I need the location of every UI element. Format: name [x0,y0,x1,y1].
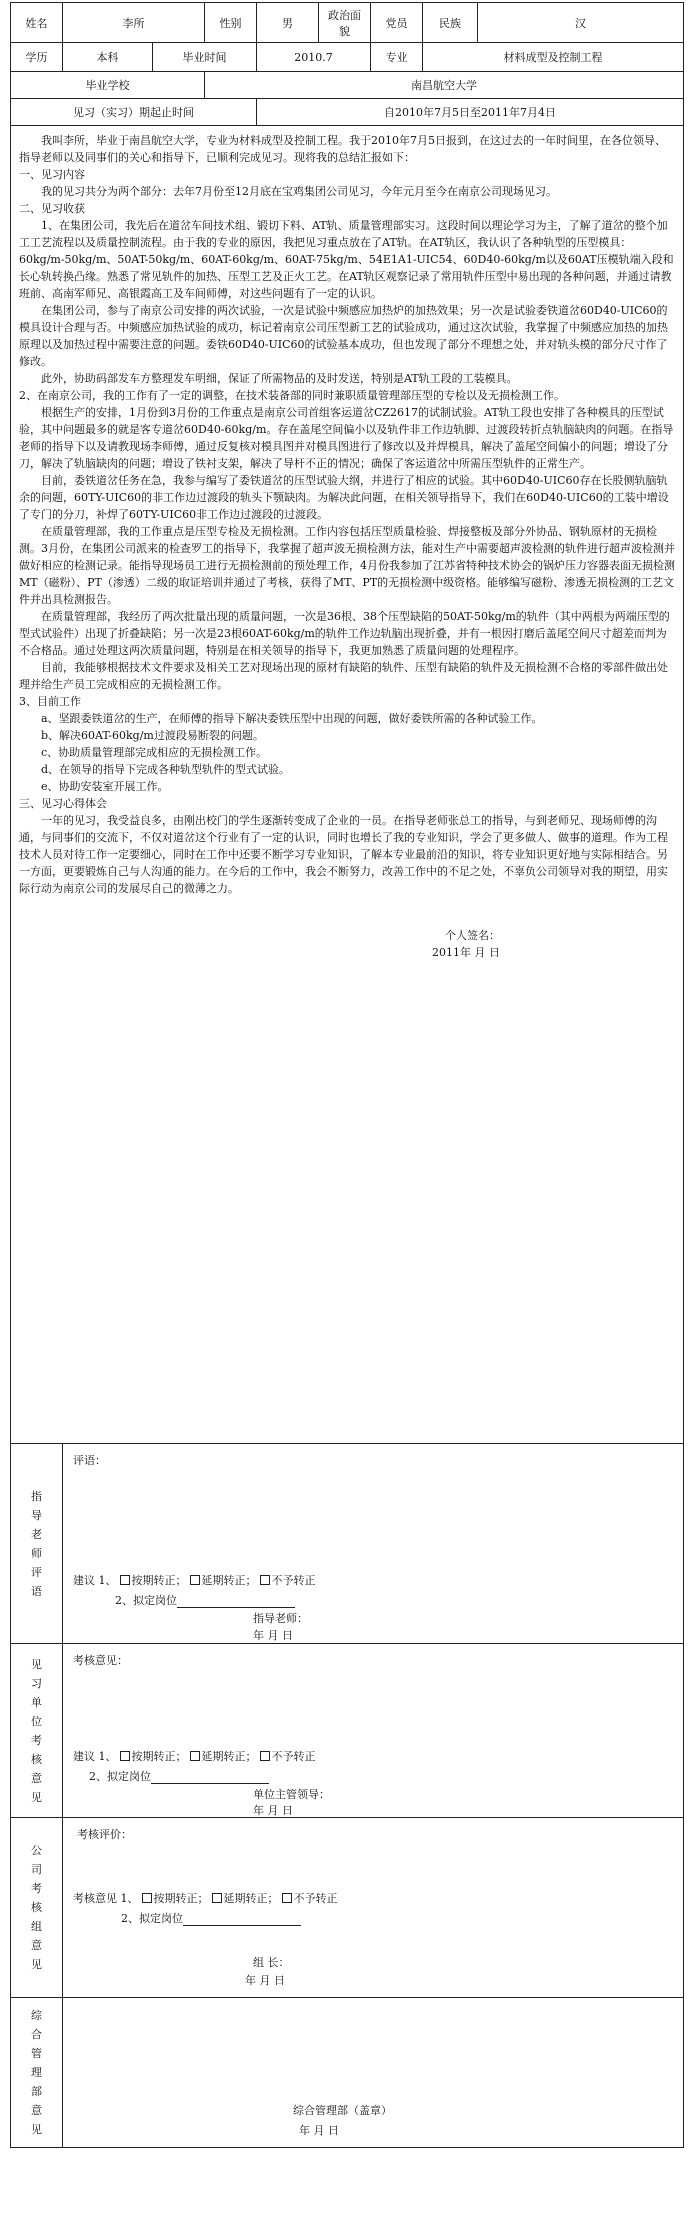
company-row [11,1818,684,1998]
company-title: 考核评价： [77,1828,132,1841]
mentor-eval-cell [63,1444,684,1644]
internship-evaluation-form [10,2,683,2148]
school-value: 南昌航空大学 [205,72,684,99]
period-value: 自2010年7月5日至2011年7月4日 [257,99,684,126]
work-item: e、协助安装室开展工作。 [41,780,169,793]
post-input[interactable] [177,1597,295,1608]
report-paragraph: 2、在南京公司，我的工作有了一定的调整，在技术装备部的同时兼职质量管理部压型的专检以及无损检测工作。 [19,389,565,402]
company-date: 年 月 日 [245,1974,285,1987]
report-heading-reflection: 三、见习心得体会 [19,797,107,810]
period-label: 见习（实习）期起止时间 [11,99,257,126]
work-item: a、坚跟委铁道岔的生产，在师傅的指导下解决委铁压型中出现的问题，做好委铁所需的各种试验工作。 [41,712,543,725]
hr-label: 综 合 管 理 部 意 见 [11,1998,63,2148]
education-value: 本科 [63,43,153,72]
checkbox-delay[interactable] [190,1575,200,1585]
report-row [11,126,684,1444]
graduation-value: 2010.7 [257,43,371,72]
report-paragraph: 在集团公司，参与了南京公司安排的两次试验，一次是试验中频感应加热炉的加热效果；另一次是试验委铁道岔60D40-UIC60的模具设计合理与否。中频感应加热试验的成功，标记着南京公司压型新工艺的试验成功，通过这次试验，我掌握了中频感应加热的加热原理以及加热过程中需要注意的问题。委铁60D40-UIC60的试验基本成功，但也发现了部分不理想之处，并对轨头模的部分尺寸作了修改。 [19,304,668,368]
checkbox-no[interactable] [260,1751,270,1761]
checkbox-no[interactable] [260,1575,270,1585]
gender-label: 性别 [205,3,257,43]
ethnicity-label: 民族 [423,3,478,43]
report-heading-current-work: 3、目前工作 [19,695,81,708]
signature-date: 2011年 月 日 [432,946,500,959]
report-intro: 我叫李所，毕业于南昌航空大学，专业为材料成型及控制工程。我于2010年7月5日报到，在这过去的一年时间里，在各位领导、指导老师以及同事们的关心和指导下，已顺利完成见习。现将我的总结汇报如下： [19,134,666,164]
report-paragraph: 1、在集团公司，我先后在道岔车间技术组、锻切下料、AT轨、质量管理部实习。这段时间以理论学习为主，了解了道岔的整个加工工艺流程以及质量控制流程。由于我的专业的原因，我把见习重点放在了AT轨。在AT轨区，我认识了各种轨型的压型模具：60kg/m-50kg/m、50AT-50kg/m、60AT-60kg/m、60AT-75kg/m、54E1A1-UIC54、60D40-60kg/m以及60AT压模轨端入段和长心轨转换凸缘。熟悉了常见轨件的加热、压型工艺及正火工艺。在AT轨区观察记录了常用轨件压型中易出现的各种问题，并通过请教班前、高南军师兄、高银霞高工及车间师傅，对这些问题有了一定的认识。 [19,219,674,300]
hr-eval-cell [63,1998,684,2148]
company-suggest-line: 考核意见 1、 按期转正； 延期转正； 不予转正 [73,1892,338,1905]
report-body [11,126,684,1444]
unit-post-line: 2、拟定岗位 [89,1768,269,1784]
school-label: 毕业学校 [11,72,205,99]
mentor-date: 年 月 日 [253,1629,293,1642]
unit-signer: 单位主管领导： [253,1788,330,1801]
company-signer: 组 长： [253,1956,290,1969]
header-row-period [11,99,684,126]
signature-label: 个人签名： [445,929,500,942]
form-table [10,2,684,2148]
checkbox-ontime[interactable] [120,1751,130,1761]
mentor-signer: 指导老师： [253,1612,308,1625]
company-post-line: 2、拟定岗位 [121,1910,301,1926]
name-label: 姓名 [11,3,63,43]
report-heading-content: 一、见习内容 [19,168,85,181]
work-item: b、解决60AT-60kg/m过渡段易断裂的问题。 [41,729,264,742]
report-paragraph: 目前，我能够根据技术文件要求及相关工艺对现场出现的原材有缺陷的轨件、压型有缺陷的轨件及无损检测不合格的零部件做出处理并给生产员工完成相应的无损检测工作。 [19,661,668,691]
major-label: 专业 [371,43,423,72]
mentor-label: 指 导 老 师 评 语 [11,1444,63,1644]
unit-suggest-line: 建议 1、 按期转正； 延期转正； 不予转正 [73,1750,316,1763]
company-eval-cell [63,1818,684,1998]
header-row-school [11,72,684,99]
work-item: c、协助质量管理部完成相应的无损检测工作。 [41,746,268,759]
company-label: 公 司 考 核 组 意 见 [11,1818,63,1998]
post-input[interactable] [151,1773,269,1784]
work-item: d、在领导的指导下完成各种轨型轨件的型式试验。 [41,763,291,776]
report-paragraph: 我的见习共分为两个部分：去年7月份至12月底在宝鸡集团公司见习，今年元月至今在南京公司现场见习。 [41,185,557,198]
unit-label: 见 习 单 位 考 核 意 见 [11,1644,63,1818]
ethnicity-value: 汉 [478,3,684,43]
hr-signer: 综合管理部（盖章） [293,2104,392,2117]
checkbox-delay[interactable] [190,1751,200,1761]
mentor-row [11,1444,684,1644]
unit-date: 年 月 日 [253,1804,293,1817]
report-paragraph: 目前，委铁道岔任务在急，我参与编写了委铁道岔的压型试验大纲，并进行了相应的试验。其中60D40-UIC60存在长股侧轨脑轨余的问题，60TY-UIC60的非工作边过渡段的轨头下颚缺肉。为解决此问题，在相关领导指导下，我们在60D40-UIC60的工装中增设了专门的分刀，补焊了60TY-UIC60非工作边过渡段的过渡段。 [19,474,669,521]
report-paragraph: 此外，协助码部发车方整理发车明细，保证了所需物品的及时发送，特别是AT轨工段的工装模具。 [41,372,518,385]
report-paragraph: 在质量管理部，我经历了两次批量出现的质量问题，一次是36根、38个压型缺陷的50AT-50kg/m的轨件（其中两根为两端压型的型式试验件）出现了折叠缺陷；另一次是23根60AT-60kg/m的轨件工作边轨脑出现折叠，并有一根因打磨后盖尾空间尺寸超差而判为不合格品。通过处理这两次质量问题，特别是在相关领导的指导下，我更加熟悉了质量问题的处理程序。 [19,610,670,657]
politics-label: 政治面貌 [319,3,371,43]
hr-date: 年 月 日 [299,2124,339,2137]
hr-row [11,1998,684,2148]
gender-value: 男 [257,3,319,43]
checkbox-ontime[interactable] [142,1893,152,1903]
checkbox-no[interactable] [282,1893,292,1903]
mentor-title: 评语： [73,1454,106,1467]
unit-row [11,1644,684,1818]
politics-value: 党员 [371,3,423,43]
checkbox-ontime[interactable] [120,1575,130,1585]
header-row-education [11,43,684,72]
graduation-label: 毕业时间 [153,43,257,72]
report-paragraph: 在质量管理部，我的工作重点是压型专检及无损检测。工作内容包括压型质量检验、焊接整板及部分外协品、钢轨原材的无损检测。3月份，在集团公司派来的检查罗工的指导下，我掌握了超声波无损检测方法，能对生产中需要超声波检测的轨件进行超声波检测并做好相应的检测记录。能指导现场员工进行无损检测前的预处理工作，4月份我参加了江苏省特种技术协会的锅炉压力容器表面无损检测MT（磁粉）、PT（渗透）二级的取证培训并通过了考核，获得了MT、PT的无损检测中级资格。能够编写磁粉、渗透无损检测的工艺文件并出具检测报告。 [19,525,675,606]
mentor-suggest-line: 建议 1、 按期转正； 延期转正； 不予转正 [73,1574,316,1587]
unit-eval-cell [63,1644,684,1818]
post-input[interactable] [183,1915,301,1926]
unit-title: 考核意见： [73,1654,128,1667]
education-label: 学历 [11,43,63,72]
report-heading-gains: 二、见习收获 [19,202,85,215]
report-paragraph: 根据生产的安排，1月份到3月份的工作重点是南京公司首组客运道岔CZ2617的试制试验。AT轨工段也安排了各种模具的压型试验，其中问题最多的就是客专道岔60D40-60kg/m。存在盖尾空间偏小以及轨件非工作边轨脚、过渡段转折点轨脑缺肉的问题。在指导老师的指导下以及请教现场李师傅，通过反复核对模具图并对模具图进行了修改以及并焊模具，解决了盖尾空间偏小的问题；增设了分刀，解决了轨脑缺肉的问题；增设了铁衬支架，解决了导杆不正的情况；确保了客运道岔中所需压型轨件的正常生产。 [19,406,674,470]
mentor-post-line: 2、拟定岗位 [115,1592,295,1608]
report-paragraph: 一年的见习，我受益良多，由刚出校门的学生逐渐转变成了企业的一员。在指导老师张总工的指导，与到老师兄、现场师傅的沟通，与同事们的交流下，不仅对道岔这个行业有了一定的认识，同时也增长了我的专业知识，学会了更多做人、做事的道理。作为工程技术人员对待工作一定要细心，同时在工作中还要不断学习专业知识，了解本专业最前沿的知识，将专业知识更好地与实际相结合。另一方面，更要锻炼自己与人沟通的能力。在今后的工作中，我会不断努力，改善工作中的不足之处，不辜负公司领导对我的期望，用实际行动为南京公司的发展尽自己的微薄之力。 [19,814,668,895]
major-value: 材料成型及控制工程 [423,43,684,72]
checkbox-delay[interactable] [212,1893,222,1903]
name-value: 李所 [63,3,205,43]
header-row-personal [11,3,684,43]
